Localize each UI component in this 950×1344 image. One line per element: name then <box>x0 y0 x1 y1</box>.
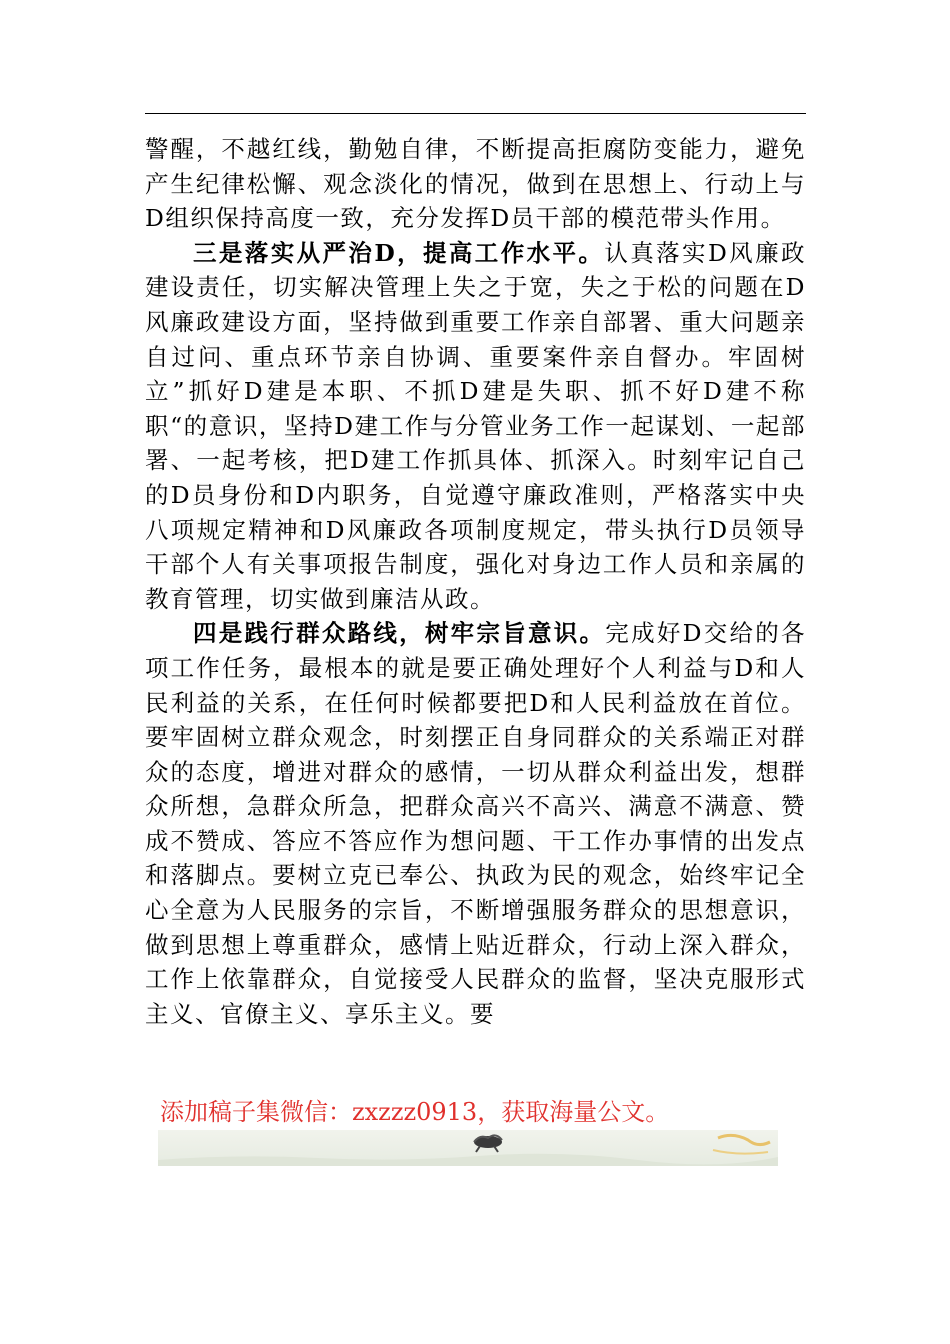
paragraph-2-lead: 三是落实从严治D，提高工作水平。 <box>193 238 605 267</box>
paragraph-3-lead: 四是践行群众路线，树牢宗旨意识。 <box>193 619 606 648</box>
paragraph-2-text: 认真落实D风廉政建设责任，切实解决管理上失之于宽，失之于松的问题在D风廉政建设方面，坚持做到重要工作亲自部署、重大问题亲自过问、重点环节亲自协调、重要案件亲自督办。牢固树立”抓好D建是本职、不抓D建是失职、抓不好D建不称职“的意识，坚持D建工作与分管业务工作一起谋划、一起部署、一起考核，把D建工作抓具体、抓深入。时刻牢记自己的D员身份和D内职务，自觉遵守廉政准则，严格落实中央八项规定精神和D风廉政各项制度规定，带头执行D员领导干部个人有关事项报告制度，强化对身边工作人员和亲属的教育管理，切实做到廉洁从政。 <box>145 238 806 613</box>
paragraph-2 <box>145 236 806 617</box>
header-rule <box>145 113 806 114</box>
document-body <box>145 132 806 1031</box>
paragraph-1-text: 警醒，不越红线，勤勉自律，不断提高拒腐防变能力，避免产生纪律松懈、观念淡化的情况，做到在思想上、行动上与D组织保持高度一致，充分发挥D员干部的模范带头作用。 <box>145 135 806 233</box>
promo-text: 添加稿子集微信：zxzzz0913，获取海量公文。 <box>160 1098 670 1126</box>
decorative-banner-image <box>158 1130 778 1166</box>
paragraph-3 <box>145 616 806 1031</box>
paragraph-1 <box>145 132 806 236</box>
landscape-ink-icon <box>158 1130 778 1166</box>
paragraph-3-text: 完成好D交给的各项工作任务，最根本的就是要正确处理好个人利益与D和人民利益的关系，在任何时候都要把D和人民利益放在首位。要牢固树立群众观念，时刻摆正自身同群众的关系端正对群众的态度，增进对群众的感情，一切从群众利益出发，想群众所想，急群众所急，把群众高兴不高兴、满意不满意、赞成不赞成、答应不答应作为想问题、干工作办事情的出发点和落脚点。要树立克已奉公、执政为民的观念，始终牢记全心全意为人民服务的宗旨，不断增强服务群众的思想意识，做到思想上尊重群众，感情上贴近群众，行动上深入群众，工作上依靠群众，自觉接受人民群众的监督，坚决克服形式主义、官僚主义、享乐主义。要 <box>145 619 807 1028</box>
